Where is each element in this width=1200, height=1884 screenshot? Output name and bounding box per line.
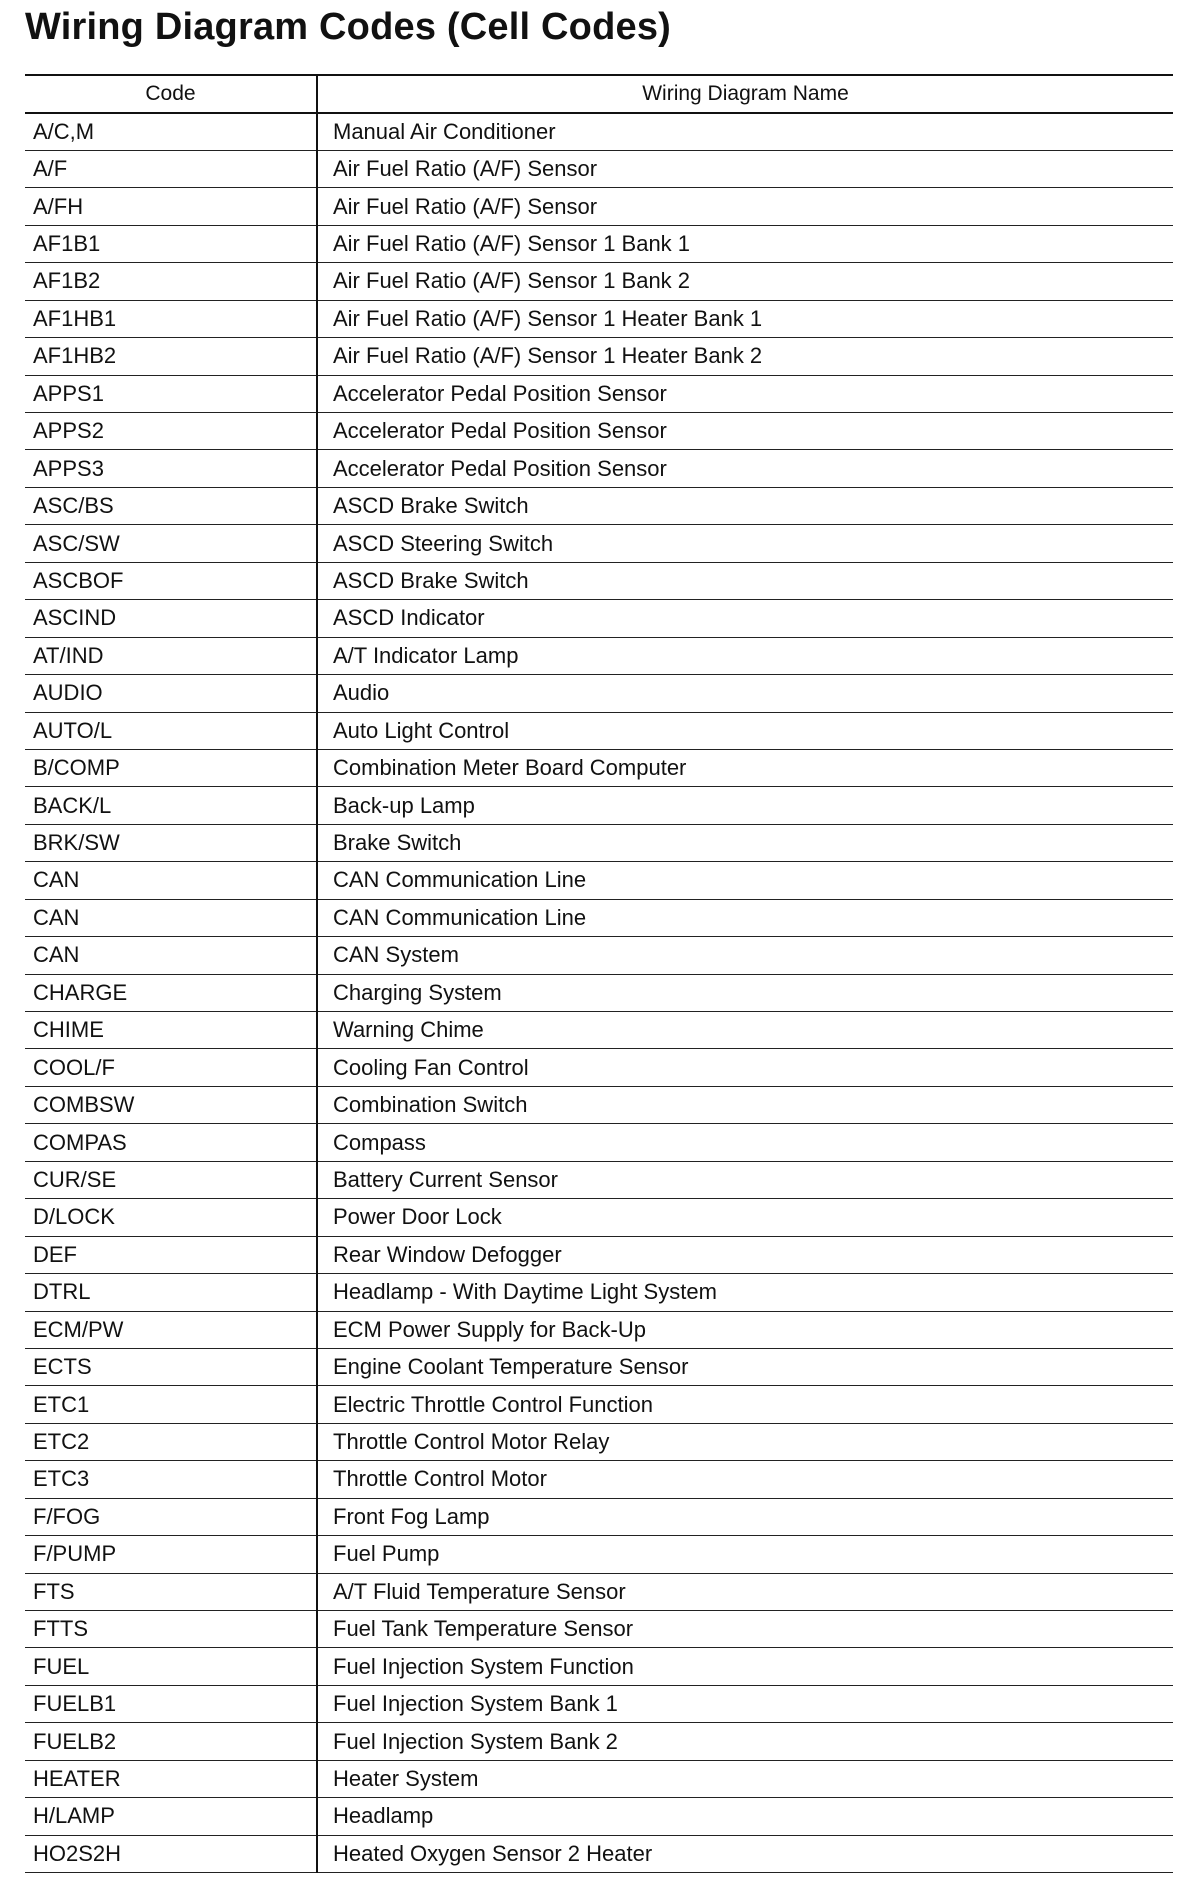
column-header-code: Code (25, 75, 317, 113)
cell-diagram-name: Battery Current Sensor (317, 1161, 1173, 1198)
cell-diagram-name: Combination Switch (317, 1086, 1173, 1123)
cell-code: APPS3 (25, 450, 317, 487)
cell-code: F/FOG (25, 1498, 317, 1535)
codes-table (25, 74, 1173, 1873)
cell-code: APPS2 (25, 413, 317, 450)
table-row (25, 413, 1173, 450)
cell-code: BRK/SW (25, 824, 317, 861)
table-row (25, 1461, 1173, 1498)
table-row (25, 1723, 1173, 1760)
cell-code: FTS (25, 1573, 317, 1610)
table-row (25, 787, 1173, 824)
table-row (25, 188, 1173, 225)
cell-diagram-name: A/T Indicator Lamp (317, 637, 1173, 674)
table-row (25, 1611, 1173, 1648)
cell-code: CHARGE (25, 974, 317, 1011)
cell-diagram-name: Warning Chime (317, 1012, 1173, 1049)
table-body (25, 113, 1173, 1873)
cell-code: FTTS (25, 1611, 317, 1648)
table-row (25, 450, 1173, 487)
cell-code: B/COMP (25, 749, 317, 786)
cell-diagram-name: CAN System (317, 937, 1173, 974)
cell-code: COOL/F (25, 1049, 317, 1086)
cell-diagram-name: Manual Air Conditioner (317, 113, 1173, 150)
cell-code: AF1B1 (25, 225, 317, 262)
column-header-name: Wiring Diagram Name (317, 75, 1173, 113)
cell-code: ASCIND (25, 600, 317, 637)
cell-code: DEF (25, 1236, 317, 1273)
cell-diagram-name: Headlamp - With Daytime Light System (317, 1274, 1173, 1311)
cell-diagram-name: Air Fuel Ratio (A/F) Sensor 1 Heater Bank 2 (317, 338, 1173, 375)
cell-diagram-name: ASCD Steering Switch (317, 525, 1173, 562)
cell-diagram-name: A/T Fluid Temperature Sensor (317, 1573, 1173, 1610)
table-row (25, 1348, 1173, 1385)
cell-code: HEATER (25, 1760, 317, 1797)
cell-diagram-name: Combination Meter Board Computer (317, 749, 1173, 786)
cell-diagram-name: Brake Switch (317, 824, 1173, 861)
cell-code: D/LOCK (25, 1199, 317, 1236)
cell-diagram-name: Rear Window Defogger (317, 1236, 1173, 1273)
cell-diagram-name: Auto Light Control (317, 712, 1173, 749)
cell-diagram-name: Fuel Injection System Bank 1 (317, 1685, 1173, 1722)
table-row (25, 1236, 1173, 1273)
cell-code: HO2S2H (25, 1835, 317, 1872)
table-row (25, 824, 1173, 861)
table-row (25, 749, 1173, 786)
cell-code: ETC2 (25, 1423, 317, 1460)
cell-diagram-name: ASCD Brake Switch (317, 487, 1173, 524)
cell-code: FUEL (25, 1648, 317, 1685)
cell-diagram-name: Audio (317, 675, 1173, 712)
cell-diagram-name: Air Fuel Ratio (A/F) Sensor (317, 150, 1173, 187)
table-row (25, 1760, 1173, 1797)
cell-diagram-name: Compass (317, 1124, 1173, 1161)
table-row (25, 1049, 1173, 1086)
cell-code: COMBSW (25, 1086, 317, 1123)
cell-diagram-name: ECM Power Supply for Back-Up (317, 1311, 1173, 1348)
cell-diagram-name: ASCD Brake Switch (317, 562, 1173, 599)
table-row (25, 525, 1173, 562)
cell-diagram-name: Air Fuel Ratio (A/F) Sensor 1 Bank 2 (317, 263, 1173, 300)
cell-diagram-name: Fuel Tank Temperature Sensor (317, 1611, 1173, 1648)
cell-diagram-name: Heater System (317, 1760, 1173, 1797)
table-row (25, 1648, 1173, 1685)
cell-code: CAN (25, 899, 317, 936)
table-row (25, 1498, 1173, 1535)
cell-code: AUDIO (25, 675, 317, 712)
cell-code: ECM/PW (25, 1311, 317, 1348)
table-row (25, 1124, 1173, 1161)
table-row (25, 300, 1173, 337)
cell-code: AF1B2 (25, 263, 317, 300)
cell-diagram-name: Back-up Lamp (317, 787, 1173, 824)
table-row (25, 1423, 1173, 1460)
cell-code: DTRL (25, 1274, 317, 1311)
cell-diagram-name: Front Fog Lamp (317, 1498, 1173, 1535)
cell-code: BACK/L (25, 787, 317, 824)
table-row (25, 712, 1173, 749)
table-row (25, 1798, 1173, 1835)
cell-diagram-name: Charging System (317, 974, 1173, 1011)
cell-diagram-name: Heated Oxygen Sensor 2 Heater (317, 1835, 1173, 1872)
cell-diagram-name: Air Fuel Ratio (A/F) Sensor (317, 188, 1173, 225)
cell-diagram-name: Accelerator Pedal Position Sensor (317, 413, 1173, 450)
cell-code: ASC/SW (25, 525, 317, 562)
cell-code: ASC/BS (25, 487, 317, 524)
table-row (25, 974, 1173, 1011)
cell-code: ECTS (25, 1348, 317, 1385)
table-row (25, 1012, 1173, 1049)
cell-code: CAN (25, 862, 317, 899)
table-row (25, 113, 1173, 150)
table-row (25, 263, 1173, 300)
table-row (25, 899, 1173, 936)
table-row (25, 1536, 1173, 1573)
table-row (25, 937, 1173, 974)
table-row (25, 225, 1173, 262)
cell-code: CHIME (25, 1012, 317, 1049)
cell-diagram-name: Fuel Injection System Function (317, 1648, 1173, 1685)
cell-code: APPS1 (25, 375, 317, 412)
table-row (25, 1573, 1173, 1610)
cell-code: COMPAS (25, 1124, 317, 1161)
cell-code: A/FH (25, 188, 317, 225)
table-row (25, 150, 1173, 187)
table-row (25, 862, 1173, 899)
cell-code: ETC1 (25, 1386, 317, 1423)
cell-code: FUELB2 (25, 1723, 317, 1760)
cell-diagram-name: ASCD Indicator (317, 600, 1173, 637)
cell-code: AF1HB1 (25, 300, 317, 337)
cell-code: AUTO/L (25, 712, 317, 749)
table-row (25, 637, 1173, 674)
table-row (25, 562, 1173, 599)
cell-code: A/F (25, 150, 317, 187)
cell-diagram-name: Cooling Fan Control (317, 1049, 1173, 1086)
table-row (25, 487, 1173, 524)
table-row (25, 600, 1173, 637)
cell-code: A/C,M (25, 113, 317, 150)
cell-diagram-name: CAN Communication Line (317, 862, 1173, 899)
cell-diagram-name: CAN Communication Line (317, 899, 1173, 936)
cell-diagram-name: Throttle Control Motor (317, 1461, 1173, 1498)
cell-diagram-name: Headlamp (317, 1798, 1173, 1835)
cell-code: ETC3 (25, 1461, 317, 1498)
cell-diagram-name: Accelerator Pedal Position Sensor (317, 450, 1173, 487)
table-row (25, 1199, 1173, 1236)
table-row (25, 1086, 1173, 1123)
cell-code: AF1HB2 (25, 338, 317, 375)
table-header-row (25, 75, 1173, 113)
cell-diagram-name: Power Door Lock (317, 1199, 1173, 1236)
page-title: Wiring Diagram Codes (Cell Codes) (25, 6, 672, 48)
cell-code: AT/IND (25, 637, 317, 674)
cell-diagram-name: Throttle Control Motor Relay (317, 1423, 1173, 1460)
cell-code: CAN (25, 937, 317, 974)
table-row (25, 1685, 1173, 1722)
cell-code: ASCBOF (25, 562, 317, 599)
cell-diagram-name: Fuel Pump (317, 1536, 1173, 1573)
table-row (25, 1835, 1173, 1872)
cell-diagram-name: Electric Throttle Control Function (317, 1386, 1173, 1423)
cell-code: FUELB1 (25, 1685, 317, 1722)
table-row (25, 1274, 1173, 1311)
cell-code: H/LAMP (25, 1798, 317, 1835)
cell-code: CUR/SE (25, 1161, 317, 1198)
cell-diagram-name: Fuel Injection System Bank 2 (317, 1723, 1173, 1760)
table-row (25, 1386, 1173, 1423)
table-row (25, 338, 1173, 375)
cell-diagram-name: Air Fuel Ratio (A/F) Sensor 1 Bank 1 (317, 225, 1173, 262)
cell-diagram-name: Accelerator Pedal Position Sensor (317, 375, 1173, 412)
cell-diagram-name: Air Fuel Ratio (A/F) Sensor 1 Heater Bank 1 (317, 300, 1173, 337)
cell-diagram-name: Engine Coolant Temperature Sensor (317, 1348, 1173, 1385)
table-row (25, 675, 1173, 712)
table-row (25, 1311, 1173, 1348)
table-row (25, 375, 1173, 412)
cell-code: F/PUMP (25, 1536, 317, 1573)
table-row (25, 1161, 1173, 1198)
